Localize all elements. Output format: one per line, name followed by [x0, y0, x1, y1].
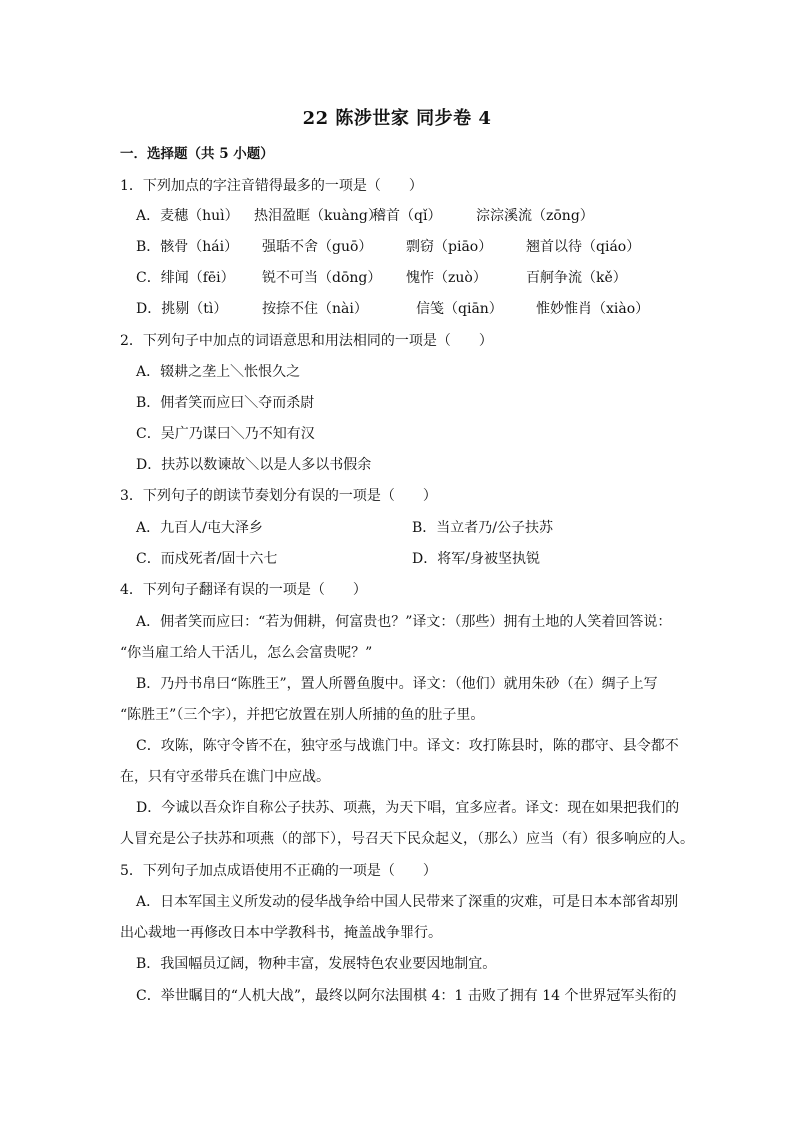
- option-c-item-1: C．绯闻（fēi）: [136, 270, 235, 286]
- question-2-option-d: D．扶苏以数谏故＼以是人多以书假余: [136, 457, 372, 473]
- option-a-item-3: 稽首（qǐ）: [372, 208, 442, 224]
- question-4-option-b-cont: “陈胜王”（三个字），并把它放置在别人所捕的鱼的肚子里。: [120, 707, 485, 723]
- question-3-option-a: A．九百人/屯大泽乡: [136, 520, 263, 536]
- question-4-option-c-cont: 在，只有守丞带兵在谯门中应战。: [120, 769, 330, 785]
- option-a-item-1: A．麦穗（huì）: [136, 208, 239, 224]
- question-5-option-a: A．日本军国主义所发动的侵华战争给中国人民带来了深重的灾难，可是日本本部省却别: [136, 894, 679, 910]
- question-4-option-d-cont: 人冒充是公子扶苏和项燕（的部下），号召天下民众起义，（那么）应当（有）很多响应的人。: [120, 831, 694, 847]
- question-5-option-a-cont: 出心裁地一再修改日本中学教科书，掩盖战争罪行。: [120, 925, 442, 941]
- question-5-stem: 5．下列句子加点成语使用不正确的一项是（ ）: [120, 863, 437, 879]
- option-d-item-4: 惟妙惟肖（xiào）: [536, 301, 650, 317]
- question-3-option-c: C．而戍死者/固十六七: [136, 551, 278, 567]
- question-4-stem: 4．下列句子翻译有误的一项是（ ）: [120, 582, 367, 598]
- option-b-item-2: 强聒不舍（guō）: [262, 239, 373, 255]
- option-d-item-3: 信笺（qiān）: [416, 301, 503, 317]
- question-5-option-b: B．我国幅员辽阔，物种丰富，发展特色农业要因地制宜。: [136, 956, 497, 972]
- question-4-option-d: D．今诚以吾众诈自称公子扶苏、项燕，为天下唱，宜多应者。译文：现在如果把我们的: [136, 800, 680, 816]
- question-1-stem: 1．下列加点的字注音错得最多的一项是（ ）: [120, 178, 423, 194]
- option-b-item-3: 剽窃（piāo）: [406, 239, 493, 255]
- question-3-option-d: D．将军/身被坚执锐: [412, 551, 540, 567]
- page-title: 22 陈涉世家 同步卷 4: [302, 108, 492, 129]
- section-heading: 一．选择题（共 5 小题）: [120, 146, 274, 162]
- question-5-option-c: C．举世瞩目的“人机大战”，最终以阿尔法围棋 4：1 击败了拥有 14 个世界冠军头衔的: [136, 988, 677, 1004]
- option-d-item-1: D．挑剔（tì）: [136, 301, 228, 317]
- question-2-option-b: B．佣者笑而应曰＼夺而杀尉: [136, 395, 315, 411]
- question-2-stem: 2．下列句子中加点的词语意思和用法相同的一项是（ ）: [120, 333, 493, 349]
- option-a-item-2: 热泪盈眶（kuàng）: [254, 208, 382, 224]
- question-4-option-a: A．佣者笑而应曰：“若为佣耕，何富贵也？”译文：（那些）拥有土地的人笑着回答说：: [136, 614, 672, 630]
- option-a-item-4: 淙淙溪流（zōng）: [476, 208, 594, 224]
- question-4-option-a-cont: “你当雇工给人干活儿，怎么会富贵呢？”: [120, 645, 373, 661]
- option-d-item-2: 按捺不住（nài）: [262, 301, 368, 317]
- question-3-option-b: B．当立者乃/公子扶苏: [412, 520, 554, 536]
- option-c-item-3: 愧怍（zuò）: [406, 270, 487, 286]
- question-3-stem: 3．下列句子的朗读节奏划分有误的一项是（ ）: [120, 488, 437, 504]
- question-4-option-c: C．攻陈，陈守令皆不在，独守丞与战谯门中。译文：攻打陈县时，陈的郡守、县令都不: [136, 738, 679, 754]
- option-c-item-2: 锐不可当（dōng）: [262, 270, 382, 286]
- option-b-item-4: 翘首以待（qiáo）: [526, 239, 641, 255]
- option-b-item-1: B．骸骨（hái）: [136, 239, 239, 255]
- question-2-option-a: A．辍耕之垄上＼怅恨久之: [136, 364, 301, 380]
- question-2-option-c: C．吴广乃谋曰＼乃不知有汉: [136, 426, 315, 442]
- question-4-option-b: B．乃丹书帛曰“陈胜王”，置人所罾鱼腹中。译文：（他们）就用朱砂（在）绸子上写: [136, 676, 658, 692]
- option-c-item-4: 百舸争流（kě）: [526, 270, 627, 286]
